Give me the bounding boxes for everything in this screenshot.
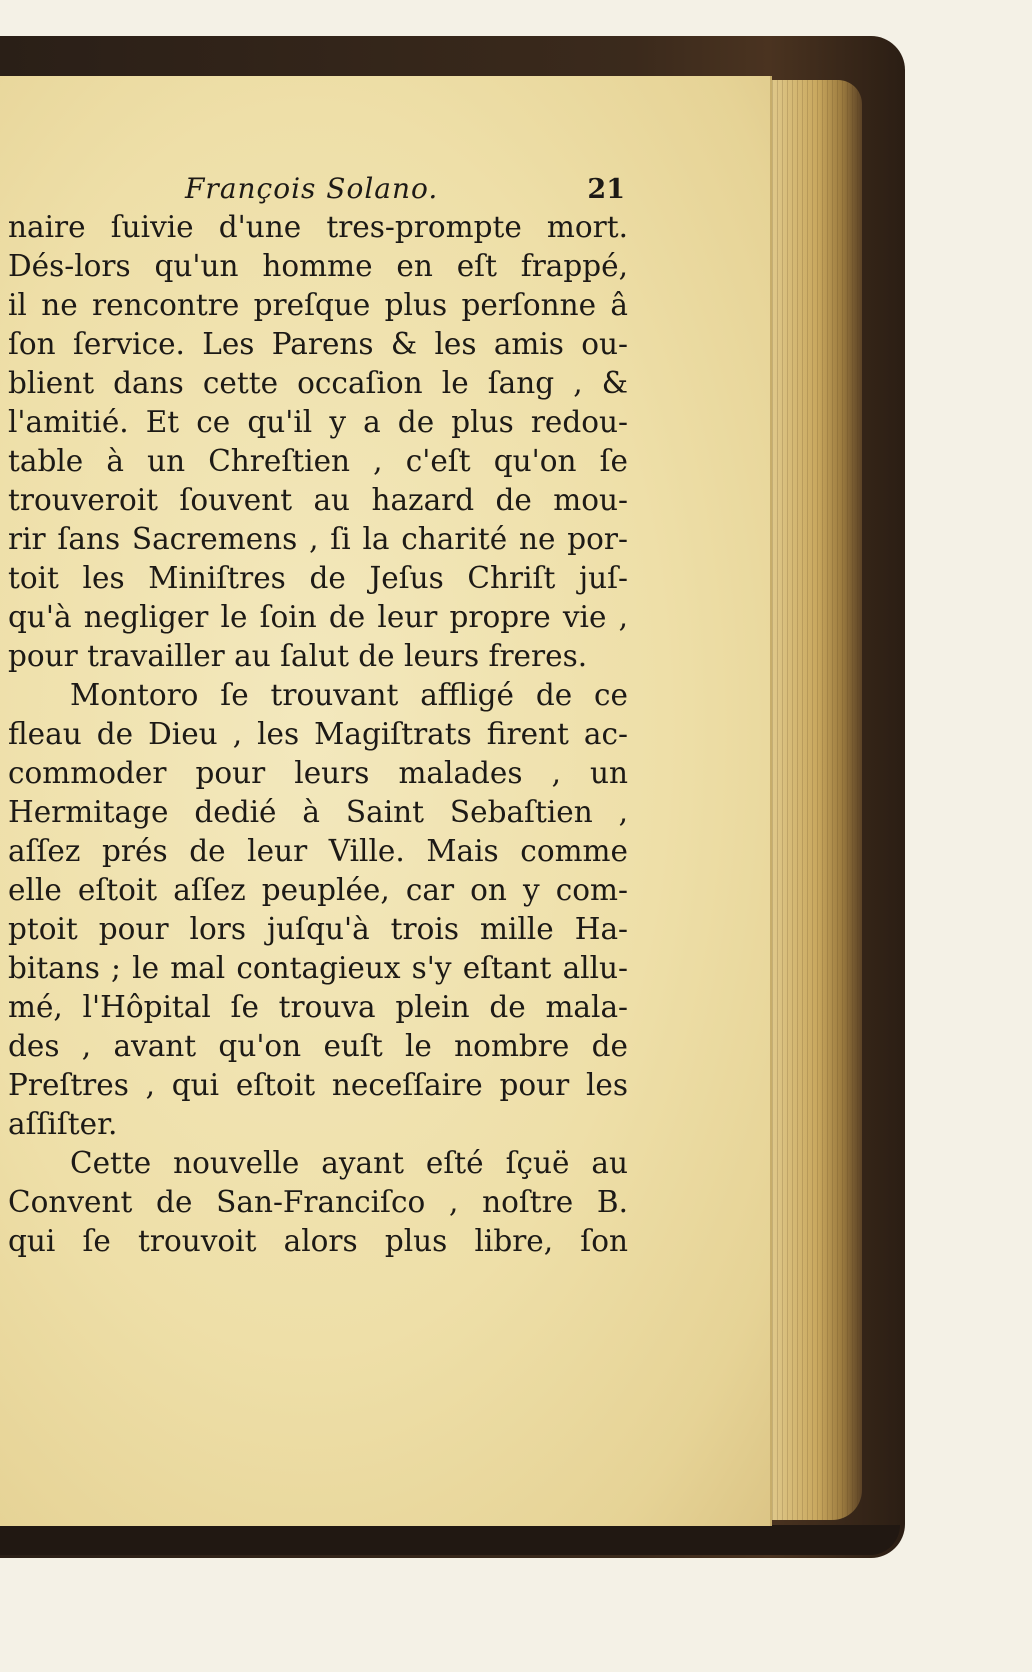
text-line: il ne rencontre preſque plus perſonne â [8,288,628,322]
text-line: trouveroit ſouvent au hazard de mou- [8,483,628,517]
text-line: ſon ſervice. Les Parens & les amis ou- [8,327,628,361]
paragraph-start-line: Cette nouvelle ayant eſté ſçuë au [70,1146,628,1180]
text-line: mé, l'Hôpital ſe trouva plein de mala- [8,990,628,1024]
text-line: blient dans cette occaſion le ſang , & [8,366,628,400]
text-line: commoder pour leurs malades , un [8,756,628,790]
text-line: Dés-lors qu'un homme en eſt frappé, [8,249,628,283]
text-line: bitans ; le mal contagieux s'y eſtant allu- [8,951,628,985]
text-line: naire ſuivie d'une tres-prompte mort. [8,210,628,244]
text-line: des , avant qu'on euſt le nombre de [8,1029,628,1063]
text-line: aſſiſter. [8,1107,118,1141]
page-edges [762,80,862,1520]
book-cover-bottom-edge [0,1525,900,1555]
paragraph-start-line: Montoro ſe trouvant affligé de ce [70,678,628,712]
text-line: Hermitage dedié à Saint Sebaſtien , [8,795,628,829]
text-line: rir ſans Sacremens , ſi la charité ne por- [8,522,628,556]
text-line: qu'à negliger le ſoin de leur propre vie , [8,600,628,634]
running-head-title: François Solano. [185,172,439,205]
page-number: 21 [587,174,625,205]
text-line: table à un Chreſtien , c'eſt qu'on ſe [8,444,628,478]
book-page [0,76,772,1526]
text-line: qui ſe trouvoit alors plus libre, ſon [8,1224,628,1258]
text-line: toit les Miniſtres de Jeſus Chriſt juſ- [8,561,628,595]
text-line: elle eſtoit aſſez peuplée, car on y com- [8,873,628,907]
text-line: pour travailler au ſalut de leurs freres. [8,639,588,673]
text-line: Convent de San-Franciſco , noſtre B. [8,1185,628,1219]
text-line: l'amitié. Et ce qu'il y a de plus redou- [8,405,628,439]
text-line: ptoit pour lors juſqu'à trois mille Ha- [8,912,628,946]
text-line: Preſtres , qui eſtoit neceſſaire pour les [8,1068,628,1102]
text-line: fleau de Dieu , les Magiſtrats firent ac- [8,717,628,751]
text-line: aſſez prés de leur Ville. Mais comme [8,834,628,868]
